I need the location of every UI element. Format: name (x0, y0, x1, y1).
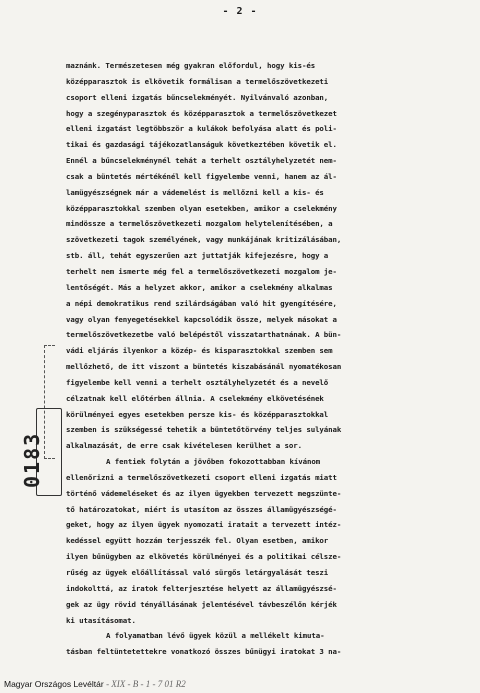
text-line: szemben is szükségessé tehetik a büntetőtörvény teljes sulyának (66, 425, 342, 435)
text-line: indokolttá, az iratok felterjesztése helyett az államügyészsé- (66, 583, 337, 593)
archive-reference: - XIX - B - 1 - 7 01 R2 (106, 679, 186, 689)
page-number: - 2 - (222, 6, 258, 17)
text-line: tikai és gazdasági tájékozatlanságuk következtében követik el. (66, 140, 337, 150)
text-line: geket, hogy az ilyen ügyek nyomozati iratait a tervezett intéz- (66, 520, 342, 530)
text-line: mellőzhető, de itt viszont a büntetés kiszabásánál nyomatékosan (66, 362, 342, 372)
text-line: vagy olyan fenyegetésekkel kapcsolódik össze, melyek másokat a (66, 314, 337, 324)
text-line: lamügyészségnek már a vádemelést is mellőzni kell a kis- és (66, 187, 324, 197)
text-line: célzatnak kell előtérben állnia. A cselekmény elkövetésének (66, 393, 324, 403)
text-line: tő határozatokat, miért is utasítom az összes államügyészségé- (66, 504, 337, 514)
text-line: hogy a szegényparasztok és középparasztok a termelőszövetkezet (66, 108, 337, 118)
text-line: történő vádemeléseket és az ilyen ügyekben tervezett megszünte- (66, 488, 342, 498)
text-line: Ennél a bűncselekménynél tehát a terhelt osztályhelyzetét nem- (66, 156, 337, 166)
text-line: lentőségét. Más a helyzet akkor, amikor a cselekmény alkalmas (66, 282, 333, 292)
text-line: terhelt nem ismerte még fel a termelőszövetkezeti mozgalom je- (66, 266, 337, 276)
text-line: körülményei egyes esetekben persze kis- és középparasztokkal (66, 409, 329, 419)
text-line: középparasztokkal szemben olyan esetekben, amikor a cselekmény (66, 203, 337, 213)
text-line: csak a büntetés mértékénél kell figyelembe venni, hanem az ál- (66, 171, 337, 181)
text-line: szövetkezeti tagok személyének, vagy munkájának kritizálásában, (66, 235, 342, 245)
text-line: középparasztok is elkövetik formálisan a termelőszövetkezeti (66, 76, 329, 86)
archive-name: Magyar Országos Levéltár (4, 679, 104, 689)
text-line: alkalmazását, de erre csak kivételesen kerülhet a sor. (66, 441, 302, 451)
text-line: mindössze a termelőszövetkezeti mozgalom helytelenítésében, a (66, 219, 333, 229)
text-line: csoport elleni izgatás bűncselekményét. Nyilvánvaló azonban, (66, 92, 329, 102)
text-line: elleni izgatást legtöbbször a kulákok befolyása alatt és poli- (66, 124, 337, 134)
text-line: gek az ügy rövid tényállásának jelentésével távbeszélőn kérjék (66, 599, 337, 609)
text-line: A folyamatban lévő ügyek közül a mellékelt kimuta- (106, 631, 325, 641)
text-line: termelőszövetkezetbe való belépéstől visszatarthatnának. A bün- (66, 330, 342, 340)
text-line: kedéssel együtt hozzám terjesszék fel. Olyan esetben, amikor (66, 536, 329, 546)
text-line: rűség az ügyek előállítással való sürgős letárgyalását teszi (66, 568, 329, 577)
text-line: ellenőrizni a termelőszövetkezeti csoport elleni izgatás miatt (66, 472, 337, 482)
text-line: maznánk. Természetesen még gyakran előfordul, hogy kis-és (66, 61, 316, 70)
text-line: a népi demokratikus rend szilárdságában való hit gyengítésére, (66, 298, 337, 308)
archive-stamp-number: 0183 (20, 431, 44, 488)
text-line: vádi eljárás ilyenkor a közép- és kisparasztokkal szemben sem (66, 346, 333, 356)
text-line: ilyen bűnügyben az elkövetés körülményei és a politikai célsze- (66, 552, 342, 562)
archive-footer (4, 679, 186, 689)
text-line: stb. áll, tehát egyszerűen azt juttatják kifejezésre, hogy a (66, 251, 329, 261)
text-line: ki utasításomat. (66, 615, 136, 625)
text-line: tásban feltüntetettekre vonatkozó összes bűnügyi iratokat 3 na- (66, 647, 342, 657)
text-line: figyelembe kell venni a terhelt osztályhelyzetét és a nevelő (66, 377, 329, 387)
text-line: A fentiek folytán a jövőben fokozottabban kívánom (106, 457, 321, 467)
document-body (66, 58, 466, 660)
